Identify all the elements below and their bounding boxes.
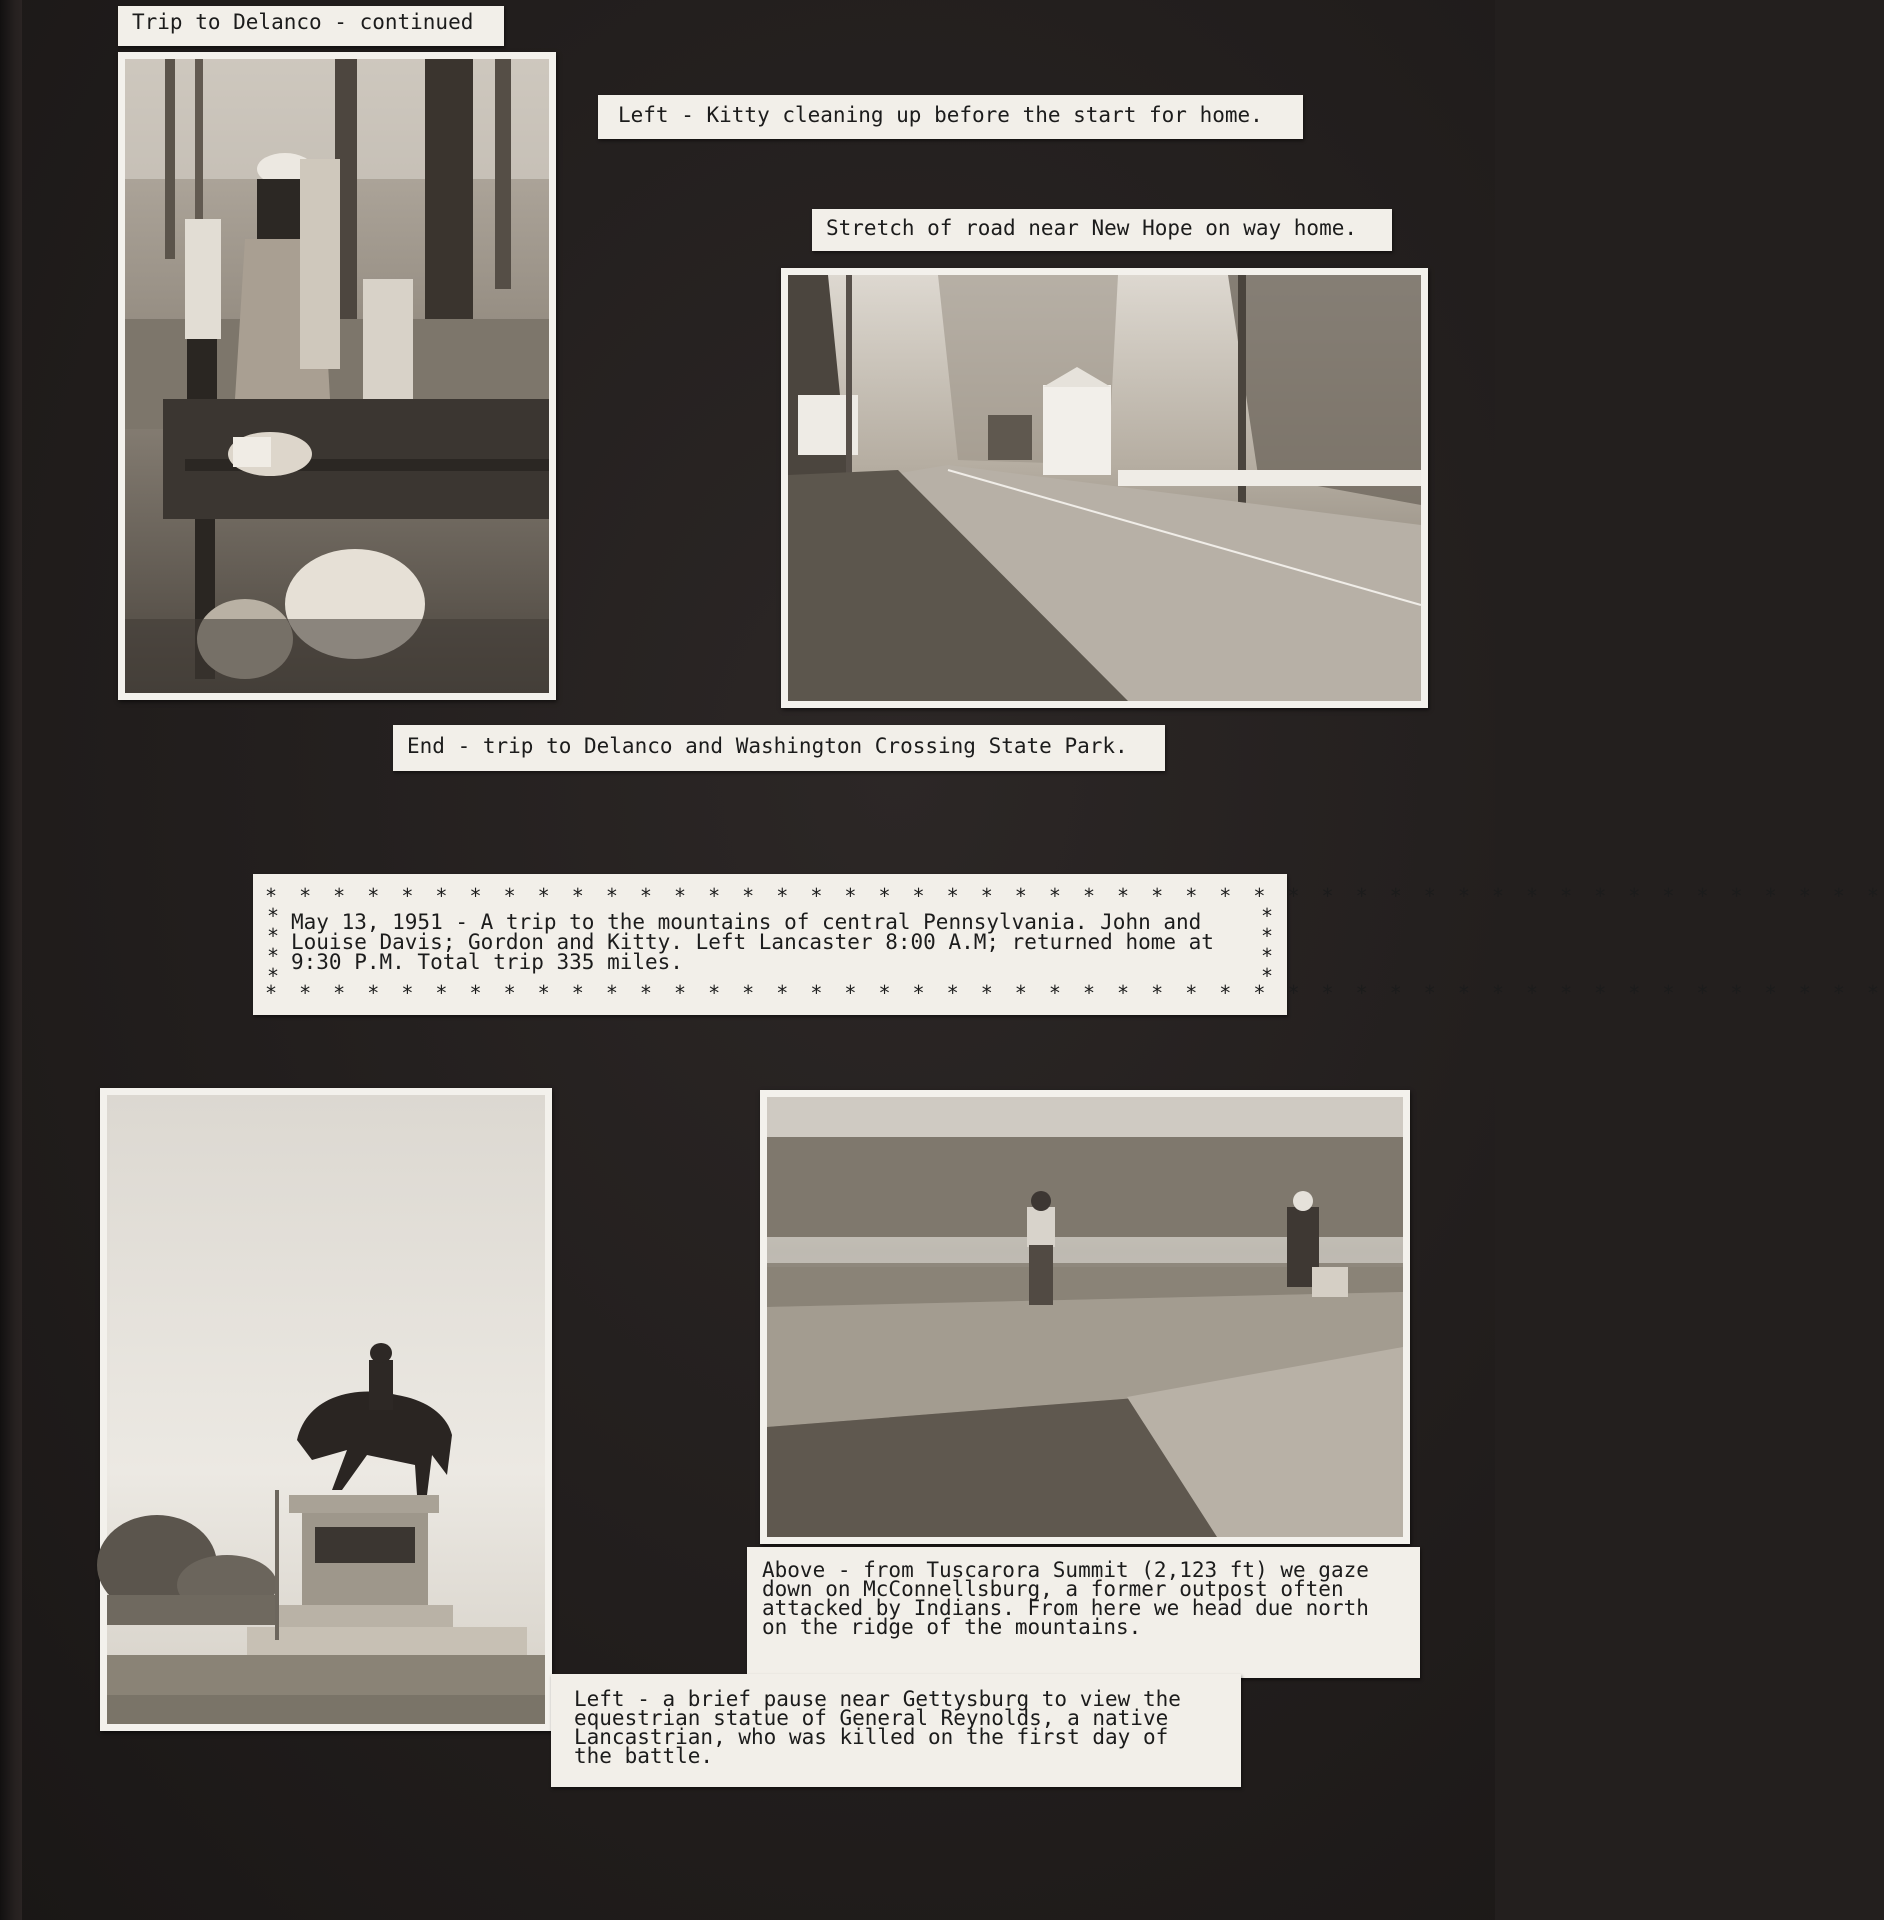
picnic-cleanup-photo: [118, 52, 556, 700]
banner-star-border-bottom: * * * * * * * * * * * * * * * * * * * * * * * * * * * * * * * * * * * * * * * * * * * * * * * *: [265, 981, 1884, 1005]
banner-star-border-top: * * * * * * * * * * * * * * * * * * * * * * * * * * * * * * * * * * * * * * * * * * * * * * * *: [265, 884, 1884, 908]
caption-end-trip: End - trip to Delanco and Washington Crossing State Park.: [393, 725, 1165, 771]
tuscarora-summit-photo: [760, 1090, 1410, 1544]
caption-delanco-continued: Trip to Delanco - continued: [118, 6, 504, 46]
caption-kitty-cleaning: Left - Kitty cleaning up before the start for home.: [598, 95, 1303, 139]
page-binding-edge: [0, 0, 22, 1920]
statue-scene-image: [107, 1095, 545, 1724]
reynolds-statue-photo: [100, 1088, 552, 1731]
summit-scene-image: [767, 1097, 1403, 1537]
trip-summary-banner: [253, 874, 1884, 1015]
banner-star-border-right: * * * *: [1260, 904, 1274, 988]
road-scene-image: [788, 275, 1421, 701]
picnic-scene-image: [125, 59, 549, 693]
banner-trip-description: May 13, 1951 - A trip to the mountains of central Pennsylvania. John and Louise Davis; Gordon and Kitty. Left Lancaster 8:00 A.M; returned home at 9:30 P.M. Total trip 335 miles.: [291, 910, 1214, 974]
new-hope-road-photo: [781, 268, 1428, 708]
caption-new-hope-road: Stretch of road near New Hope on way home.: [812, 209, 1392, 251]
banner-star-border-left: * * * *: [266, 904, 280, 988]
caption-gettysburg-statue: Left - a brief pause near Gettysburg to view the equestrian statue of General Reynolds, a native Lancastrian, who was killed on the first day of the battle.: [551, 1674, 1241, 1787]
caption-tuscarora-summit: Above - from Tuscarora Summit (2,123 ft) we gaze down on McConnellsburg, a former outpost often attacked by Indians. From here we head due north on the ridge of the mountains.: [747, 1547, 1420, 1678]
